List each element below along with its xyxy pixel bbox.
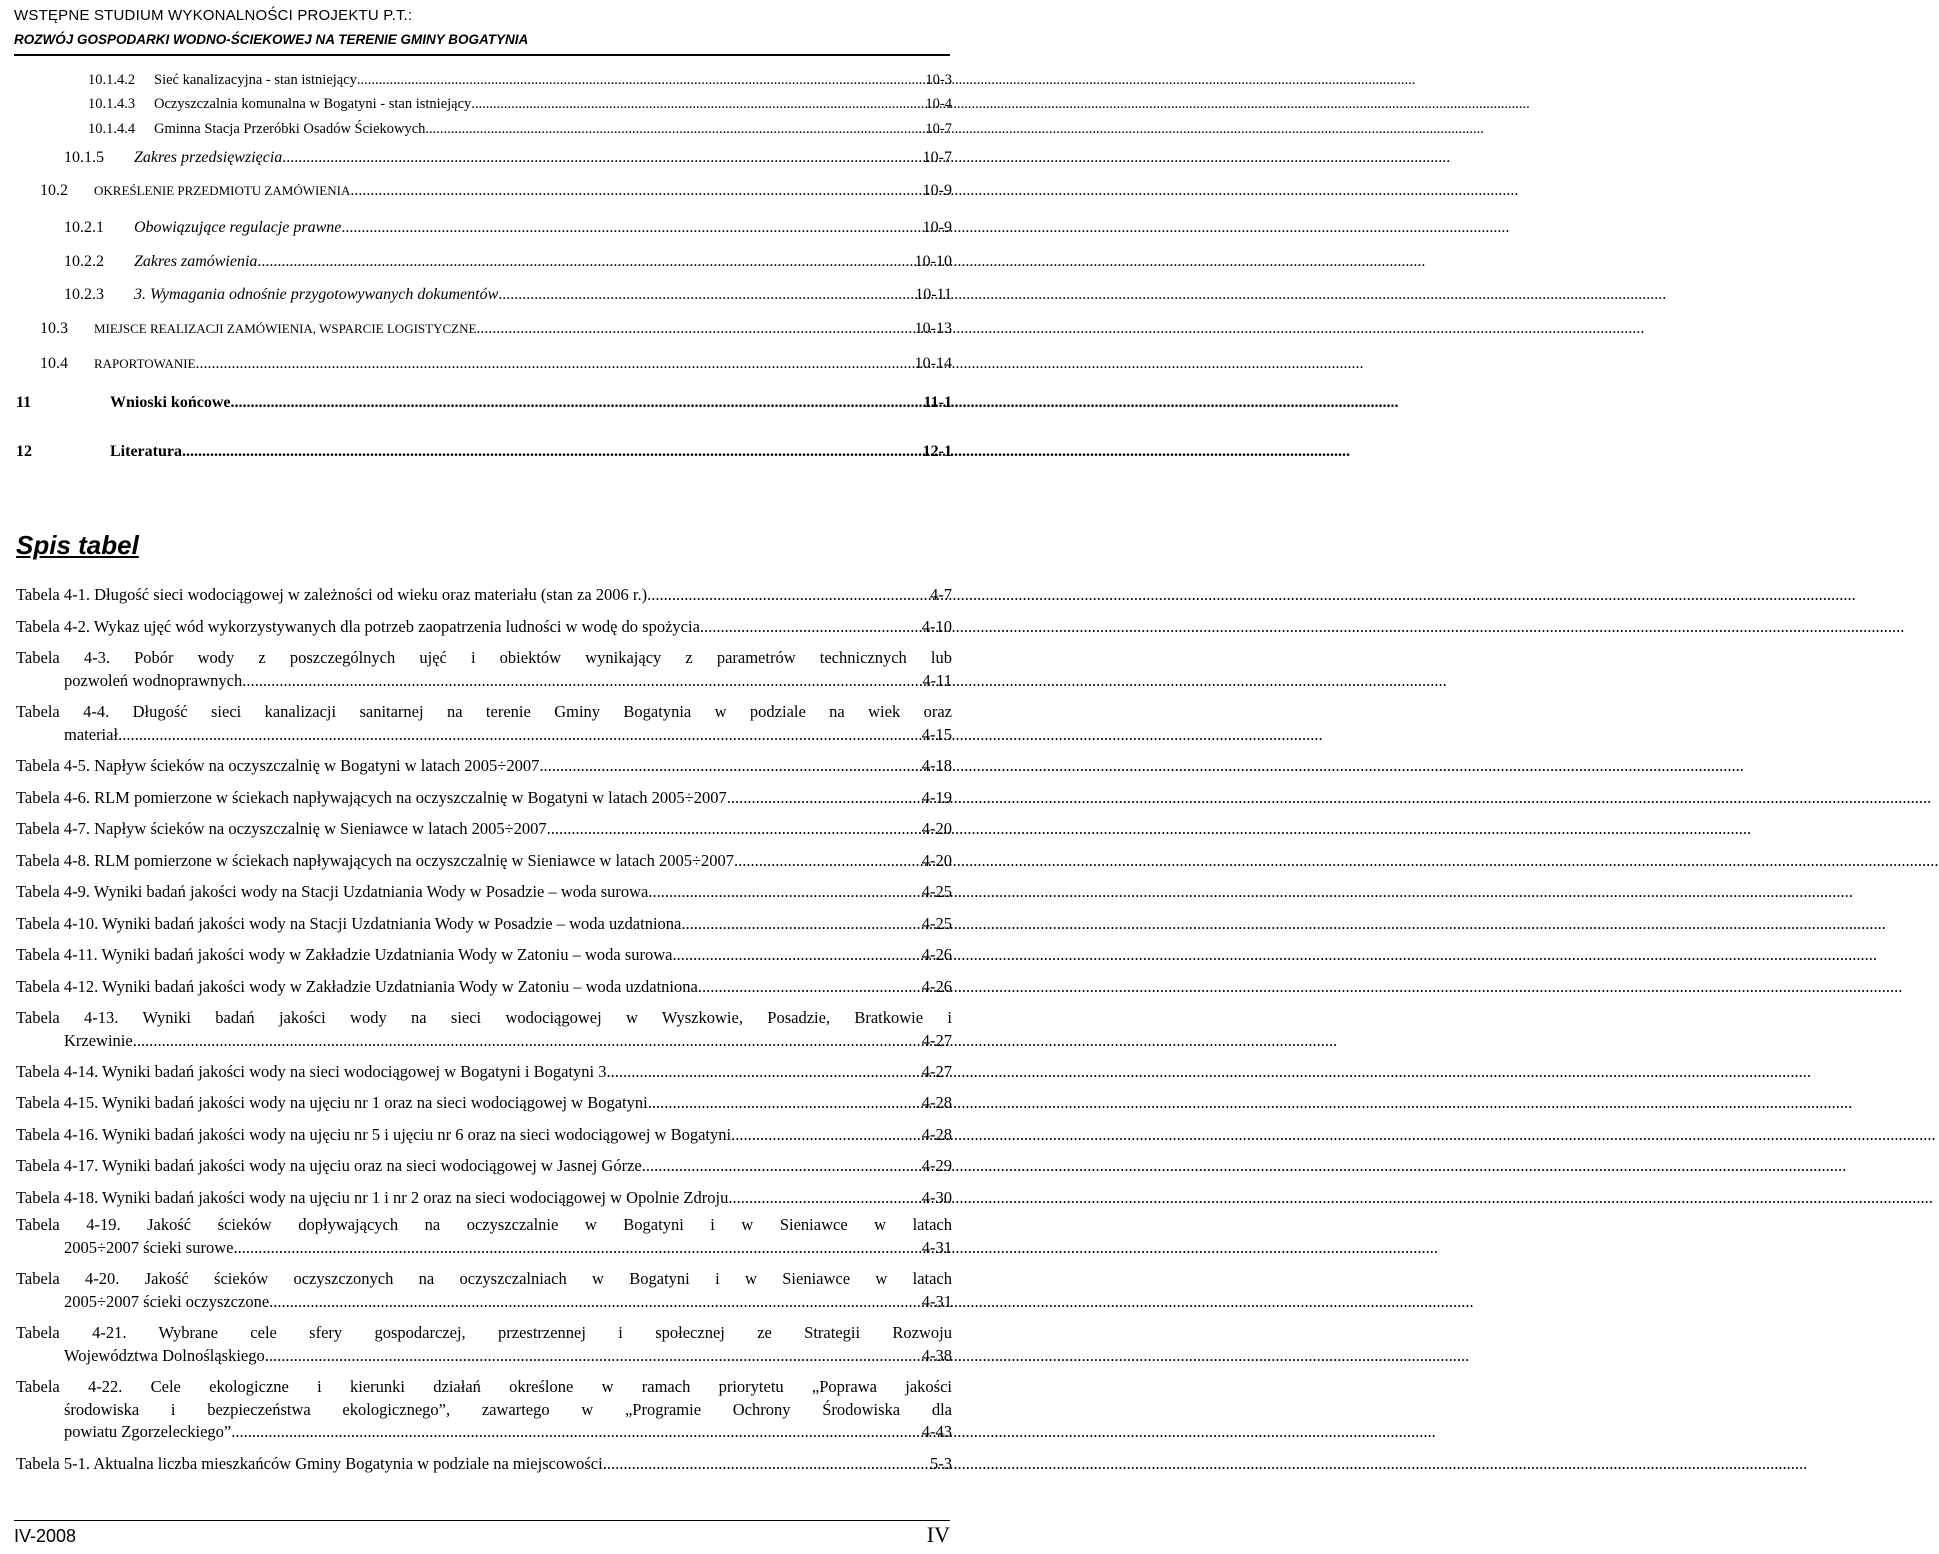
table-entry-4-10[interactable] <box>16 913 952 936</box>
toc-label: Oczyszczalnia komunalna w Bogatyni - stan istniejący <box>154 96 472 112</box>
toc-number: 12 <box>16 443 32 460</box>
header-divider <box>14 54 950 56</box>
section-title-list-of-tables: Spis tabel <box>16 530 139 560</box>
table-entry-page: 4-27 <box>921 1062 952 1081</box>
table-entry-4-15[interactable] <box>16 1092 952 1115</box>
toc-number: 10.2.2 <box>64 253 104 270</box>
table-entry-4-8[interactable] <box>16 850 952 873</box>
table-entry-leader <box>242 670 922 693</box>
table-entry-leader <box>265 1345 922 1368</box>
table-entry-text-line1: Tabela 4-20. Jakość ścieków oczyszczonych na oczyszczalniach w Bogatyni i w Sieniawce w latach <box>16 1269 952 1288</box>
table-entry-text: powiatu Zgorzeleckiego” <box>64 1422 232 1441</box>
footer-date: IV-2008 <box>14 1526 77 1546</box>
table-entry-4-22[interactable] <box>16 1376 952 1444</box>
table-entry-page: 4-26 <box>921 977 952 996</box>
table-entry-4-6[interactable] <box>16 787 952 810</box>
table-entry-leader <box>547 818 922 841</box>
footer-page-number: IV <box>926 1522 950 1547</box>
table-entry-page: 4-27 <box>921 1030 952 1050</box>
toc-label: Literatura <box>110 443 182 460</box>
table-entry-text: 2005÷2007 ścieki surowe <box>64 1237 234 1257</box>
toc-entry-10-4[interactable] <box>40 355 952 373</box>
table-entry-4-13[interactable] <box>16 1007 952 1052</box>
toc-leader <box>257 253 914 271</box>
toc-number: 10.2 <box>40 182 68 199</box>
table-entry-4-7[interactable] <box>16 818 952 841</box>
toc-entry-10-1-4-2[interactable] <box>88 72 952 89</box>
header-line-2: ROZWÓJ GOSPODARKI WODNO-ŚCIEKOWEJ NA TERENIE GMINY BOGATYNIA <box>14 32 529 47</box>
table-entry-text: Tabela 4-5. Napływ ścieków na oczyszczalnię w Bogatyni w latach 2005÷2007 <box>16 756 540 775</box>
table-entry-page: 4-31 <box>921 1237 952 1257</box>
table-entry-leader <box>698 976 922 999</box>
table-entry-text: Tabela 4-8. RLM pomierzone w ściekach napływających na oczyszczalnię w Sieniawce w latach 2005÷2007 <box>16 851 735 870</box>
table-entry-text: Tabela 4-9. Wyniki badań jakości wody na Stacji Uzdatniania Wody w Posadzie – woda surowa <box>16 882 649 901</box>
table-entry-4-16[interactable] <box>16 1124 952 1147</box>
toc-entry-10-1-4-4[interactable] <box>88 121 952 138</box>
table-entry-4-14[interactable] <box>16 1061 952 1084</box>
table-entry-page: 4-43 <box>921 1422 952 1441</box>
table-entry-leader <box>603 1453 930 1476</box>
toc-leader <box>230 394 923 412</box>
toc-number: 10.3 <box>40 320 68 337</box>
table-entry-leader <box>734 850 922 873</box>
table-entry-page: 5-3 <box>930 1454 952 1473</box>
toc-number: 10.2.1 <box>64 219 104 236</box>
toc-leader <box>282 149 922 167</box>
toc-page: 10-11 <box>915 286 952 303</box>
table-entry-page: 4-20 <box>921 851 952 870</box>
toc-entry-10-1-4-3[interactable] <box>88 96 952 113</box>
table-entry-text-line1: Tabela 4-21. Wybrane cele sfery gospodarczej, przestrzennej i społecznej ze Strategii Rozwoju <box>16 1323 952 1342</box>
header-line-1: WSTĘPNE STUDIUM WYKONALNOŚCI PROJEKTU P.T.: <box>14 7 413 24</box>
toc-page: 10-10 <box>914 253 952 270</box>
toc-entry-10-1-5[interactable] <box>64 149 952 167</box>
table-entry-text: 2005÷2007 ścieki oczyszczone <box>64 1291 270 1311</box>
toc-page: 10-9 <box>922 219 952 236</box>
table-entry-4-9[interactable] <box>16 881 952 904</box>
table-entry-leader <box>269 1291 922 1314</box>
toc-page: 11-1 <box>923 394 952 411</box>
table-entry-text: Tabela 4-6. RLM pomierzone w ściekach napływających na oczyszczalnię w Bogatyni w latach 2005÷2007 <box>16 788 727 807</box>
table-entry-4-12[interactable] <box>16 976 952 999</box>
table-entry-text: Tabela 4-15. Wyniki badań jakości wody na ujęciu nr 1 oraz na sieci wodociągowej w Bogatyni <box>16 1093 648 1112</box>
document-header <box>14 6 944 50</box>
table-entry-text: Tabela 5-1. Aktualna liczba mieszkańców Gminy Bogatynia w podziale na miejscowości <box>16 1454 603 1473</box>
toc-label: Sieć kanalizacyjna - stan istniejący <box>154 72 357 88</box>
table-entry-leader <box>133 1030 922 1053</box>
toc-label: MIEJSCE REALIZACJI ZAMÓWIENIA, WSPARCIE LOGISTYCZNE <box>94 321 477 336</box>
toc-entry-11[interactable] <box>16 394 952 412</box>
toc-number: 10.1.4.2 <box>88 72 136 88</box>
toc-page: 10-13 <box>914 320 952 337</box>
table-entry-leader <box>118 724 922 747</box>
toc-number: 10.2.3 <box>64 286 104 303</box>
table-entry-4-5[interactable] <box>16 755 952 778</box>
table-entry-5-1[interactable] <box>16 1453 952 1476</box>
toc-label: 3. Wymagania odnośnie przygotowywanych dokumentów <box>134 286 499 303</box>
toc-page: 12-1 <box>922 443 952 460</box>
table-entry-page: 4-31 <box>921 1291 952 1311</box>
table-entry-page: 4-30 <box>921 1188 952 1207</box>
table-entry-text: Tabela 4-10. Wyniki badań jakości wody na Stacji Uzdatniania Wody w Posadzie – woda uzdatniona <box>16 914 682 933</box>
toc-leader <box>182 443 923 461</box>
toc-page: 10-14 <box>914 355 952 372</box>
table-entry-4-17[interactable] <box>16 1155 952 1178</box>
toc-page: 10-7 <box>922 149 952 166</box>
table-entry-4-11[interactable] <box>16 944 952 967</box>
toc-page: 10-9 <box>922 182 952 199</box>
table-entry-page: 4-11 <box>922 670 952 690</box>
table-entry-page: 4-38 <box>921 1345 952 1365</box>
table-entry-leader <box>731 1124 922 1147</box>
toc-leader <box>498 286 915 304</box>
toc-leader <box>471 96 925 113</box>
toc-leader <box>425 121 925 138</box>
toc-leader <box>350 182 922 200</box>
table-entry-text: Tabela 4-2. Wykaz ujęć wód wykorzystywanych dla potrzeb zaopatrzenia ludności w wodę do spożycia <box>16 617 700 636</box>
table-entry-leader <box>700 616 922 639</box>
footer-divider <box>14 1520 950 1521</box>
toc-label: Zakres przedsięwzięcia <box>134 149 283 166</box>
toc-number: 10.4 <box>40 355 68 372</box>
toc-entry-12[interactable] <box>16 443 952 461</box>
toc-entry-10-2-1[interactable] <box>64 219 952 237</box>
table-entry-page: 4-26 <box>921 945 952 964</box>
toc-page: 10-7 <box>925 121 952 137</box>
table-entry-leader <box>539 755 921 778</box>
table-entry-leader <box>681 913 921 936</box>
table-entry-text: Tabela 4-14. Wyniki badań jakości wody na sieci wodociągowej w Bogatyni i Bogatyni 3 <box>16 1062 607 1081</box>
table-entry-4-19[interactable] <box>16 1214 952 1259</box>
table-entry-leader <box>727 787 922 810</box>
table-entry-page: 4-10 <box>921 617 952 636</box>
toc-number: 10.1.4.4 <box>88 121 136 137</box>
table-entry-text: materiał <box>64 724 119 744</box>
table-entry-4-20[interactable] <box>16 1268 952 1313</box>
table-entry-page: 4-19 <box>921 788 952 807</box>
toc-entry-10-3[interactable] <box>40 320 952 338</box>
toc-label: Zakres zamówienia <box>134 253 258 270</box>
table-entry-leader <box>607 1061 922 1084</box>
table-entry-page: 4-28 <box>921 1125 952 1144</box>
toc-label: Obowiązujące regulacje prawne <box>134 219 342 236</box>
table-entry-page: 4-29 <box>921 1156 952 1175</box>
table-entry-4-21[interactable] <box>16 1322 952 1367</box>
table-entry-text: Tabela 4-7. Napływ ścieków na oczyszczalnię w Sieniawce w latach 2005÷2007 <box>16 819 547 838</box>
table-entry-page: 4-25 <box>921 914 952 933</box>
table-entry-leader <box>233 1237 921 1260</box>
table-entry-text: Tabela 4-18. Wyniki badań jakości wody na ujęciu nr 1 i nr 2 oraz na sieci wodociągowej w Opolnie Zdroju <box>16 1188 729 1207</box>
table-entry-leader <box>648 1092 922 1115</box>
table-entry-leader <box>728 1187 921 1210</box>
toc-label: OKREŚLENIE PRZEDMIOTU ZAMÓWIENIA <box>94 183 351 198</box>
table-entry-text-line1: Tabela 4-3. Pobór wody z poszczególnych ujęć i obiektów wynikający z parametrów technicznych lub <box>16 648 952 667</box>
toc-label: RAPORTOWANIE <box>94 356 196 371</box>
table-entry-text: Tabela 4-16. Wyniki badań jakości wody na ujęciu nr 5 i ujęciu nr 6 oraz na sieci wodociągowej w Bogatyni <box>16 1125 732 1144</box>
toc-page: 10-4 <box>925 96 952 112</box>
table-entry-leader <box>642 1155 922 1178</box>
table-entry-text-line1: Tabela 4-4. Długość sieci kanalizacji sanitarnej na terenie Gminy Bogatynia w podziale na wiek oraz <box>16 702 952 721</box>
table-entry-text: pozwoleń wodnoprawnych <box>64 670 243 690</box>
toc-entry-10-2-3[interactable] <box>64 286 952 304</box>
table-entry-page: 4-7 <box>930 585 952 604</box>
toc-leader <box>341 219 922 237</box>
table-entry-text: Krzewinie <box>64 1030 133 1050</box>
toc-entry-10-2[interactable] <box>40 182 952 200</box>
table-entry-page: 4-18 <box>921 756 952 775</box>
table-entry-text: Tabela 4-17. Wyniki badań jakości wody na ujęciu oraz na sieci wodociągowej w Jasnej Górze <box>16 1156 642 1175</box>
table-entry-text: Tabela 4-1. Długość sieci wodociągowej w zależności od wieku oraz materiału (stan za 2006 r.). <box>16 585 652 604</box>
table-entry-4-2[interactable] <box>16 616 952 639</box>
table-entry-page: 4-25 <box>921 882 952 901</box>
table-entry-leader <box>651 584 930 607</box>
table-entry-4-1[interactable] <box>16 584 952 607</box>
table-entry-text-line1: Tabela 4-13. Wyniki badań jakości wody na sieci wodociągowej w Wyszkowie, Posadzie, Bratkowie i <box>16 1008 952 1027</box>
toc-label: Wnioski końcowe <box>110 394 231 411</box>
toc-page: 10-3 <box>925 72 952 88</box>
table-entry-text-line1: Tabela 4-19. Jakość ścieków dopływających na oczyszczalnie w Bogatyni i w Sieniawce w latach <box>16 1215 952 1234</box>
table-entry-leader <box>673 944 922 967</box>
toc-label: Gminna Stacja Przeróbki Osadów Ściekowych <box>154 121 426 137</box>
toc-entry-10-2-2[interactable] <box>64 253 952 271</box>
table-entry-4-18[interactable] <box>16 1187 952 1210</box>
table-entry-text: Województwa Dolnośląskiego <box>64 1345 265 1365</box>
table-entry-4-4[interactable] <box>16 701 952 746</box>
table-entry-leader <box>648 881 921 904</box>
toc-number: 10.1.4.3 <box>88 96 136 112</box>
toc-number: 10.1.5 <box>64 149 104 166</box>
table-entry-page: 4-28 <box>921 1093 952 1112</box>
table-entry-text: Tabela 4-12. Wyniki badań jakości wody w Zakładzie Uzdatniania Wody w Zatoniu – woda uzdatniona <box>16 977 698 996</box>
table-entry-text-line2: środowiska i bezpieczeństwa ekologicznego”, zawartego w „Programie Ochrony Środowiska dla <box>64 1399 952 1419</box>
toc-number: 11 <box>16 394 32 411</box>
toc-leader <box>196 355 915 373</box>
table-entry-text-line1: Tabela 4-22. Cele ekologiczne i kierunki działań określone w ramach priorytetu „Poprawa jakości <box>16 1377 952 1396</box>
table-entry-4-3[interactable] <box>16 647 952 692</box>
table-entry-page: 4-20 <box>921 819 952 838</box>
table-entry-page: 4-15 <box>921 724 952 744</box>
toc-leader <box>476 320 914 338</box>
table-entry-text: Tabela 4-11. Wyniki badań jakości wody w Zakładzie Uzdatniania Wody w Zatoniu – woda surowa <box>16 945 673 964</box>
table-entry-leader <box>231 1421 922 1444</box>
toc-leader <box>357 72 925 89</box>
